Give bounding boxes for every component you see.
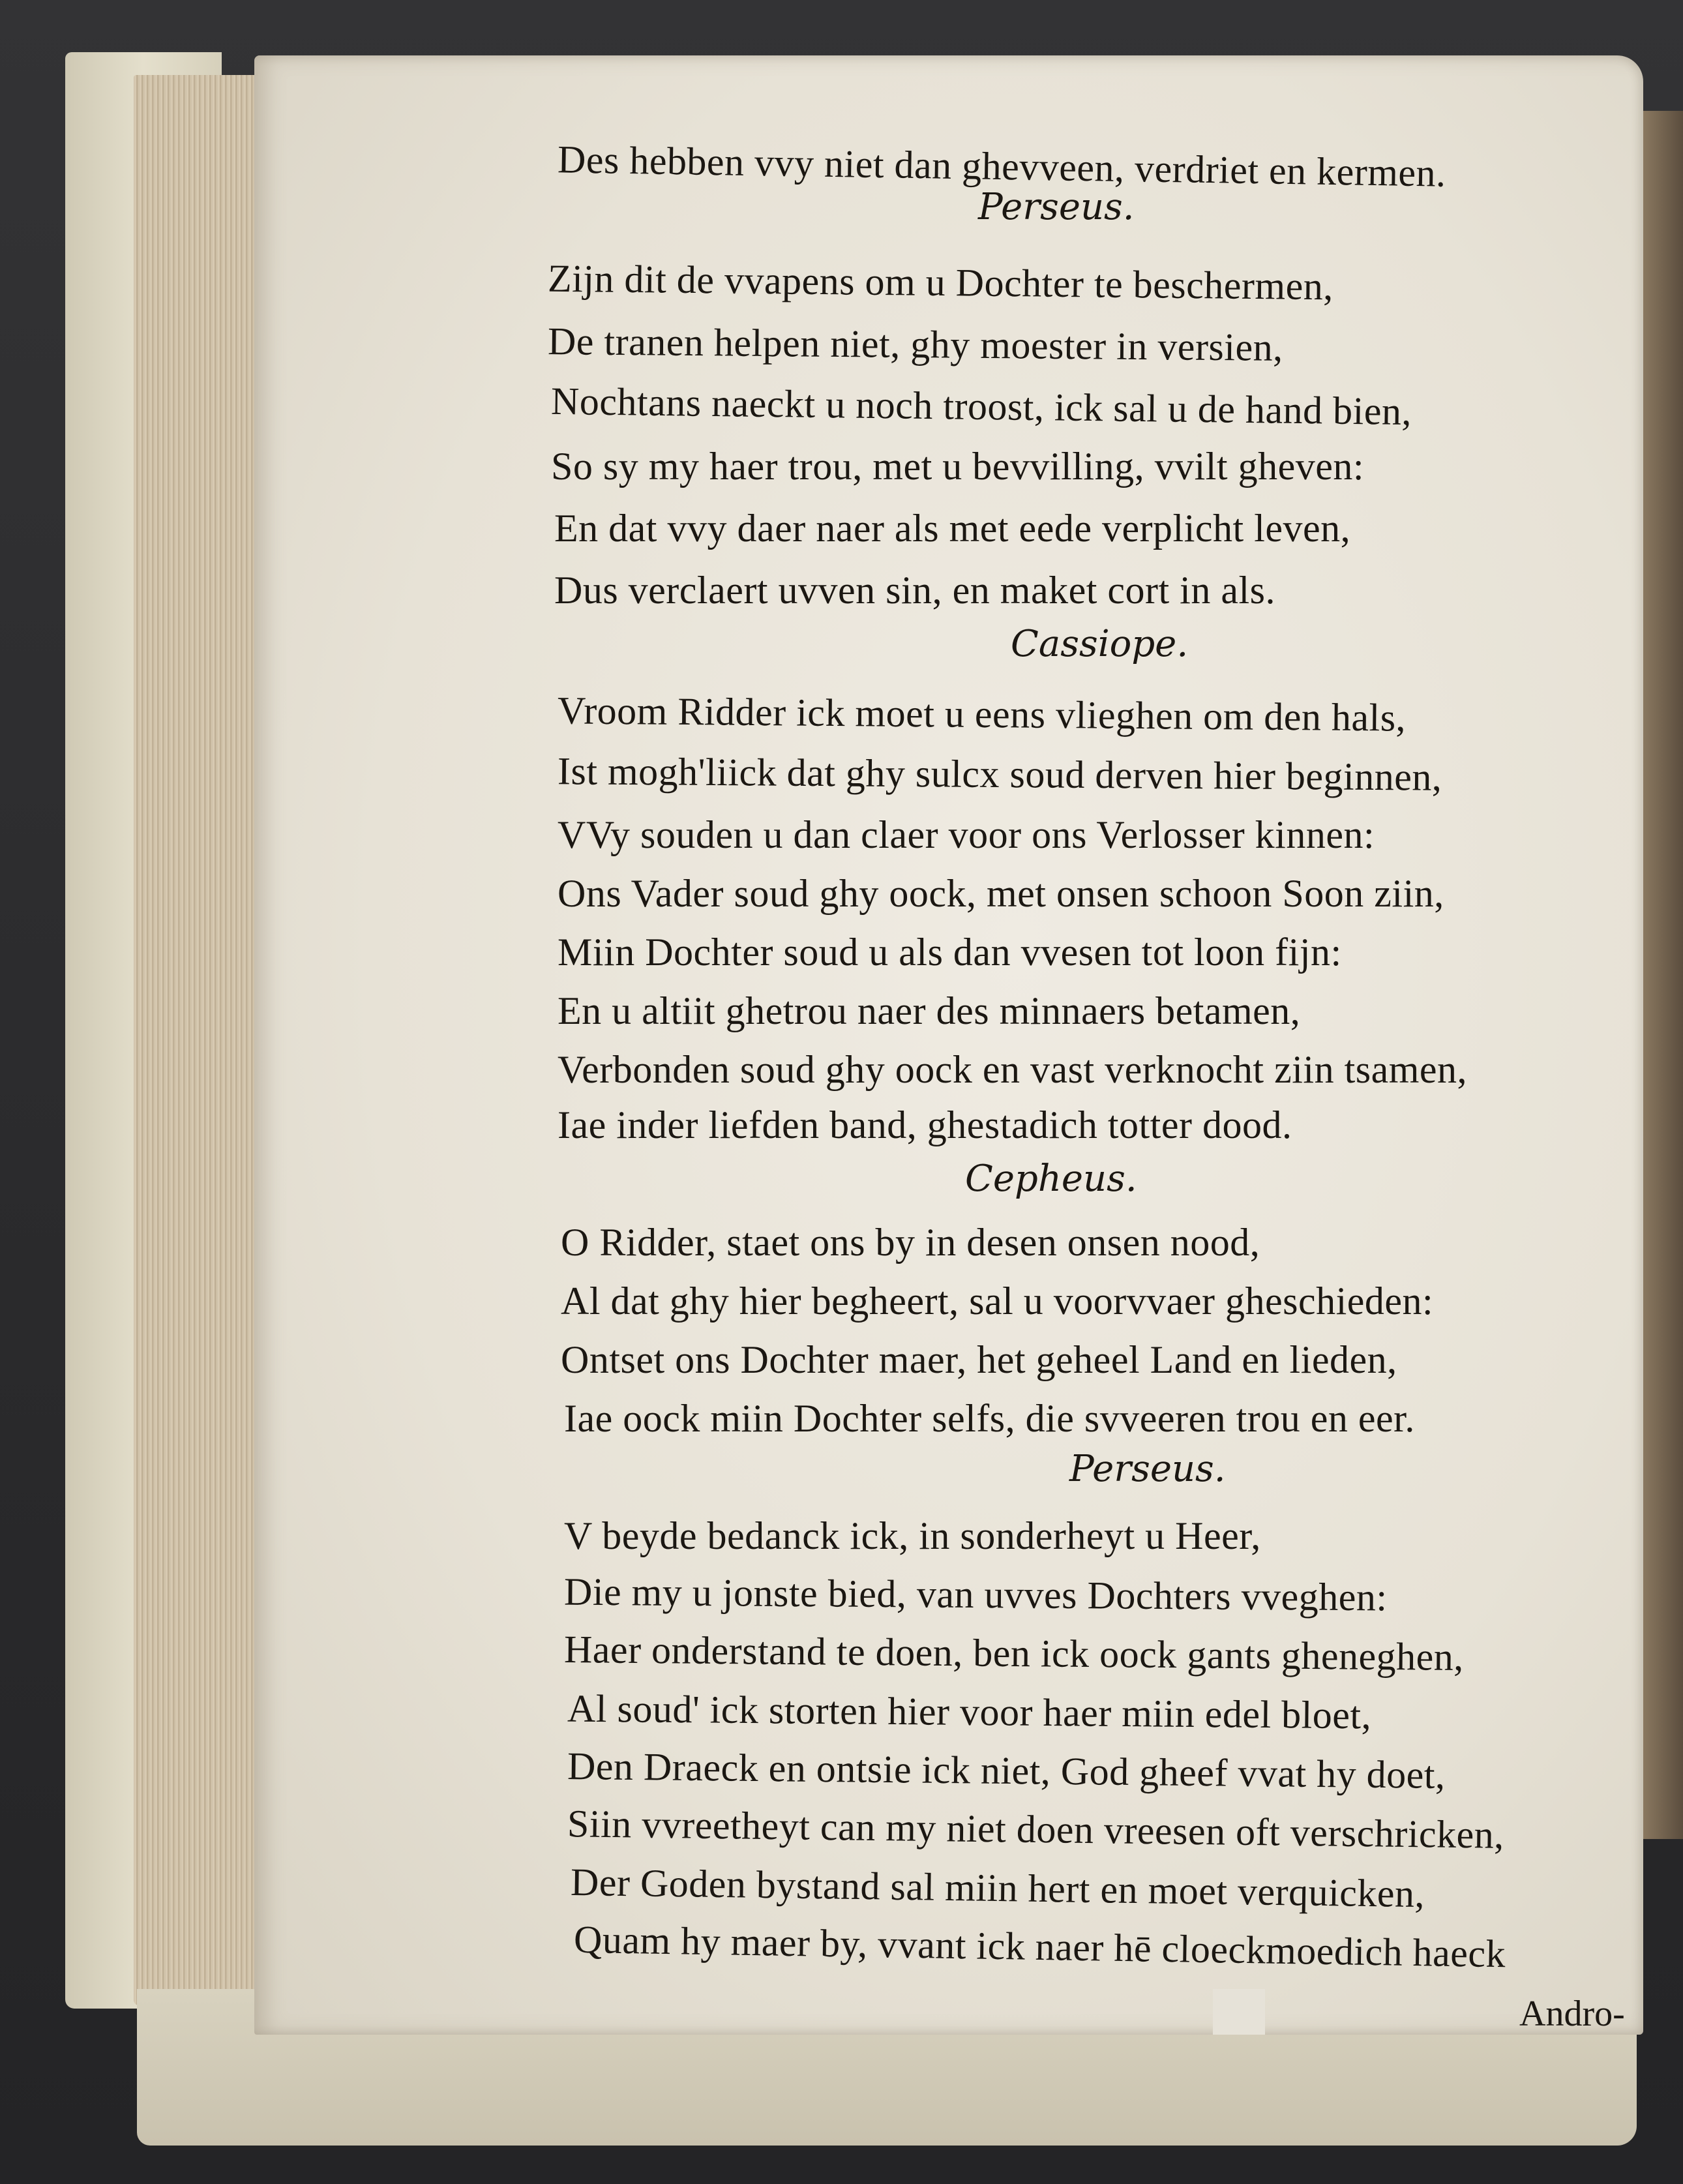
- facing-page-edge: [1643, 111, 1683, 1839]
- verse-line: De tranen helpen niet, ghy moester in versien,: [547, 320, 1283, 369]
- verse-line: O Ridder, staet ons by in desen onsen nood,: [561, 1221, 1260, 1264]
- verse-line: Quam hy maer by, vvant ick naer hē cloeckmoedich haeck: [573, 1917, 1506, 1976]
- verse-line: Iae oock miin Dochter selfs, die svveeren trou en eer.: [564, 1397, 1415, 1440]
- verse-text-block: [254, 55, 1643, 2035]
- verse-line: Al soud' ick storten hier voor haer miin edel bloet,: [567, 1686, 1372, 1737]
- catchword: Andro-: [1519, 1994, 1625, 2034]
- verse-line: Verbonden soud ghy oock en vast verknocht ziin tsamen,: [558, 1048, 1468, 1091]
- verse-line: Vroom Ridder ick moet u eens vlieghen om den hals,: [557, 689, 1407, 740]
- verse-line: Ist mogh'liick dat ghy sulcx soud derven hier beginnen,: [557, 749, 1442, 799]
- verse-line: Die my u jonste bied, van uvves Dochters vveghen:: [563, 1570, 1388, 1619]
- verse-line: Ontset ons Dochter maer, het geheel Land en lieden,: [561, 1338, 1397, 1381]
- verse-line: Dus verclaert uvven sin, en maket cort in als.: [554, 569, 1275, 612]
- speaker-name: Perseus.: [978, 186, 1135, 228]
- verse-line: En u altiit ghetrou naer des minnaers betamen,: [558, 989, 1301, 1032]
- verse-line: VVy souden u dan claer voor ons Verlosser kinnen:: [558, 813, 1375, 856]
- verse-line: Zijn dit de vvapens om u Dochter te beschermen,: [547, 256, 1334, 308]
- speaker-name: Cepheus.: [965, 1158, 1137, 1200]
- verse-line: Der Goden bystand sal miin hert en moet verquicken,: [570, 1860, 1425, 1916]
- verse-line: Siin vvreetheyt can my niet doen vreesen oft verschricken,: [567, 1802, 1505, 1857]
- label-strip: [1213, 1989, 1265, 2035]
- page-edges: [134, 75, 264, 2005]
- verse-line: Miin Dochter soud u als dan vvesen tot loon fijn:: [558, 931, 1342, 974]
- verse-line: Den Draeck en ontsie ick niet, God gheef vvat hy doet,: [567, 1744, 1446, 1797]
- verse-line: En dat vvy daer naer als met eede verplicht leven,: [554, 507, 1351, 550]
- printed-page: [254, 55, 1643, 2035]
- speaker-name: Cassiope.: [1011, 623, 1189, 665]
- speaker-name: Perseus.: [1069, 1448, 1226, 1490]
- verse-line: V beyde bedanck ick, in sonderheyt u Heer,: [564, 1514, 1261, 1557]
- verse-line: Nochtans naeckt u noch troost, ick sal u de hand bien,: [550, 379, 1412, 434]
- verse-line: Al dat ghy hier begheert, sal u voorvvaer gheschieden:: [561, 1279, 1434, 1323]
- verse-line: Iae inder liefden band, ghestadich totter dood.: [558, 1103, 1292, 1146]
- verse-line: So sy my haer trou, met u bevvilling, vvilt gheven:: [551, 445, 1365, 488]
- verse-line: Des hebben vvy niet dan ghevveen, verdriet en kermen.: [557, 138, 1447, 195]
- verse-line: Ons Vader soud ghy oock, met onsen schoon Soon ziin,: [558, 872, 1444, 915]
- verse-line: Haer onderstand te doen, ben ick oock gants gheneghen,: [563, 1627, 1465, 1679]
